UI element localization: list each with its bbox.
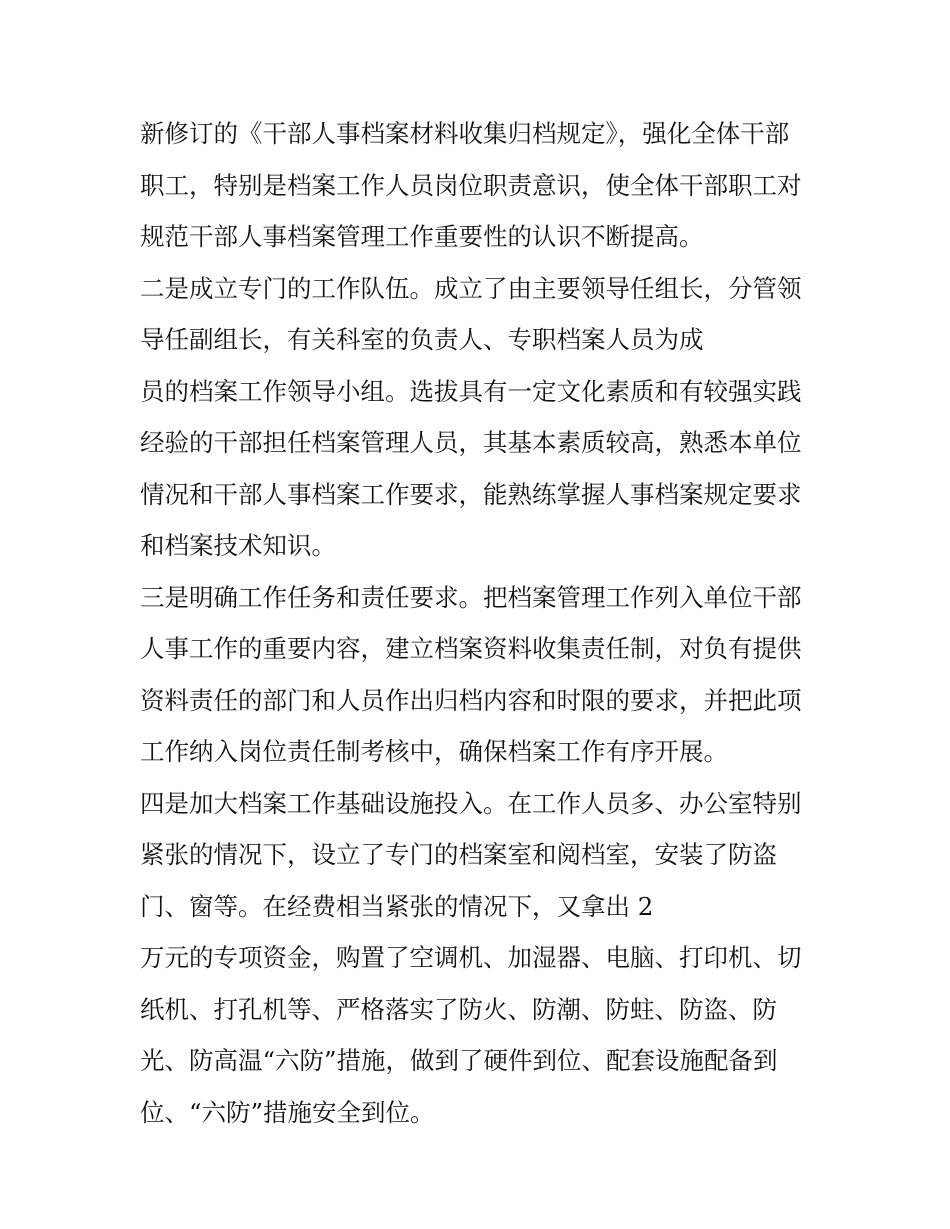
text-line: 导任副组长，有关科室的负责人、专职档案人员为成 [140,325,704,354]
text-line: 人事工作的重要内容，建立档案资料收集责任制，对负有提供 [140,634,802,663]
text-line: 光、防高温“六防”措施，做到了硬件到位、配套设施配备到 [140,1046,778,1075]
text-line: 规范干部人事档案管理工作重要性的认识不断提高。 [140,222,704,251]
text-line: 门、窗等。在经费相当紧张的情况下，又拿出 2 [140,891,654,921]
text-line: 职工，特别是档案工作人员岗位职责意识，使全体干部职工对 [140,170,802,200]
text-line: 资料责任的部门和人员作出归档内容和时限的要求，并把此项 [140,685,802,715]
text-line: 工作纳入岗位责任制考核中，确保档案工作有序开展。 [140,737,728,766]
text-line: 纸机、打孔机等、严格落实了防火、防潮、防蛀、防盗、防 [140,994,777,1024]
text-line: 二是成立专门的工作队伍。成立了由主要领导任组长，分管领 [140,273,802,303]
text-line: 紧张的情况下，设立了专门的档案室和阅档室，安装了防盗 [140,840,777,869]
text-line: 员的档案工作领导小组。选拔具有一定文化素质和有较强实践 [140,376,802,406]
text-line: 三是明确工作任务和责任要求。把档案管理工作列入单位干部 [140,582,802,612]
text-line: 位、“六防”措施安全到位。 [140,1097,435,1127]
text-line: 经验的干部担任档案管理人员，其基本素质较高，熟悉本单位 [140,428,802,457]
text-line: 万元的专项资金，购置了空调机、加湿器、电脑、打印机、切 [140,943,802,972]
text-line: 新修订的《干部人事档案材料收集归档规定》，强化全体干部 [140,119,790,148]
text-line: 情况和干部人事档案工作要求，能熟练掌握人事档案规定要求 [140,479,802,509]
text-line: 和档案技术知识。 [140,531,336,560]
text-line: 四是加大档案工作基础设施投入。在工作人员多、办公室特别 [140,788,802,818]
body-text [140,108,840,1138]
